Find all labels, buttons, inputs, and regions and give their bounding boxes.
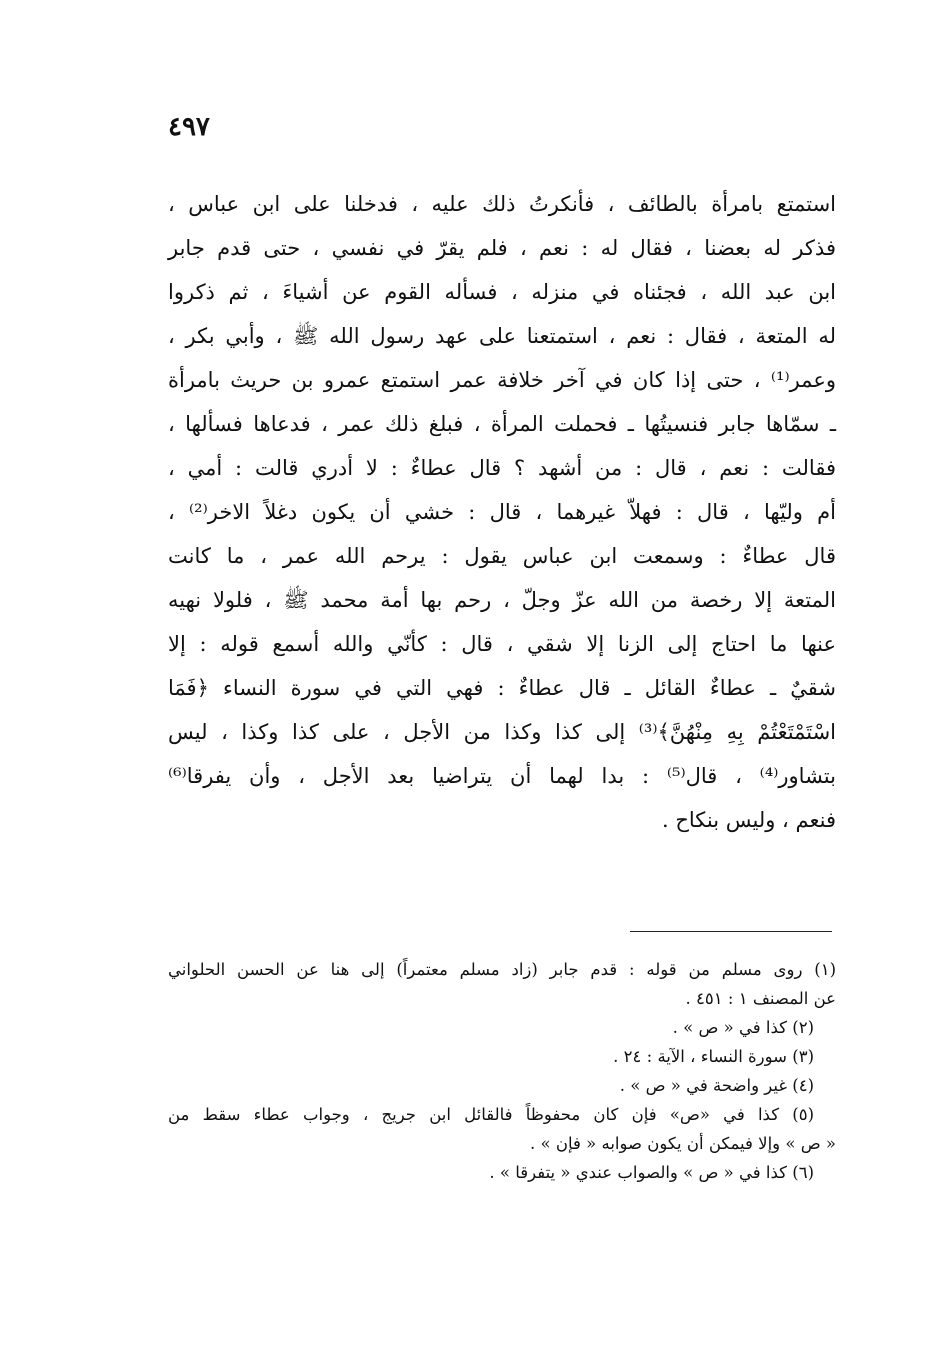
text-line: قال عطاءٌ : وسمعت ابن عباس يقول : يرحم الله عمر ، ما كانت bbox=[168, 544, 836, 568]
footnote-line: (٣) سورة النساء ، الآية : ٢٤ . bbox=[613, 1047, 814, 1066]
text-line: أم وليّها ، قال : فهلاّ غيرهما ، قال : خشي أن يكون دغلاً الاخر⁽²⁾ ، bbox=[168, 500, 836, 524]
main-text bbox=[168, 182, 836, 842]
text-line: ـ سمّاها جابر فنسيتُها ـ فحملت المرأة ، فبلغ ذلك عمر ، فدعاها فسألها ، bbox=[168, 412, 836, 436]
footnotes bbox=[168, 955, 836, 1187]
footnote-line: (٤) غير واضحة في « ص » . bbox=[619, 1076, 814, 1095]
text-line: ابن عبد الله ، فجئناه في منزله ، فسأله القوم عن أشياءَ ، ثم ذكروا bbox=[168, 280, 836, 304]
footnote-line: (١) روى مسلم من قوله : قدم جابر (زاد مسلم معتمراً) إلى هنا عن الحسن الحلواني bbox=[168, 960, 836, 979]
text-line: وعمر⁽¹⁾ ، حتى إذا كان في آخر خلافة عمر استمتع عمرو بن حريث بامرأة bbox=[168, 368, 836, 392]
footnote-line: عن المصنف ١ : ٤٥١ . bbox=[685, 989, 836, 1008]
footnote-line: (٥) كذا في «ص» فإن كان محفوظاً فالقائل ابن جريج ، وجواب عطاء سقط من bbox=[168, 1105, 814, 1124]
footnote-line: « ص » وإلا فيمكن أن يكون صوابه « فإن » . bbox=[530, 1134, 836, 1153]
text-line: فنعم ، وليس بنكاح . bbox=[661, 808, 836, 832]
page-number: ٤٩٧ bbox=[168, 112, 210, 142]
text-line: المتعة إلا رخصة من الله عزّ وجلّ ، رحم بها أمة محمد ﷺ ، فلولا نهيه bbox=[168, 588, 836, 612]
footnote-separator bbox=[630, 931, 832, 932]
text-line: بتشاور⁽⁴⁾ ، قال⁽⁵⁾ : بدا لهما أن يتراضيا بعد الأجل ، وأن يفرقا⁽⁶⁾ bbox=[168, 764, 836, 788]
text-line: له المتعة ، فقال : نعم ، استمتعنا على عهد رسول الله ﷺ ، وأبي بكر ، bbox=[168, 324, 836, 348]
text-line: عنها ما احتاج إلى الزنا إلا شقي ، قال : كأنّي والله أسمع قوله : إلا bbox=[168, 632, 836, 656]
text-line: فقالت : نعم ، قال : من أشهد ؟ قال عطاءٌ : لا أدري قالت : أمي ، bbox=[168, 456, 836, 480]
text-line: فذكر له بعضنا ، فقال له : نعم ، فلم يقرّ في نفسي ، حتى قدم جابر bbox=[168, 236, 836, 260]
text-line: استمتع بامرأة بالطائف ، فأنكرتُ ذلك عليه ، فدخلنا على ابن عباس ، bbox=[168, 192, 836, 216]
text-line: شقيٌ ـ عطاءٌ القائل ـ قال عطاءٌ : فهي التي في سورة النساء ﴿فَمَا bbox=[168, 676, 836, 700]
footnote-line: (٢) كذا في « ص » . bbox=[672, 1018, 814, 1037]
text-line: اسْتَمْتَعْتُمْ بِهِ مِنْهُنَّ﴾⁽³⁾ إلى كذا وكذا من الأجل ، على كذا وكذا ، ليس bbox=[168, 720, 837, 744]
footnote-line: (٦) كذا في « ص » والصواب عندي « يتفرقا » . bbox=[489, 1163, 814, 1182]
